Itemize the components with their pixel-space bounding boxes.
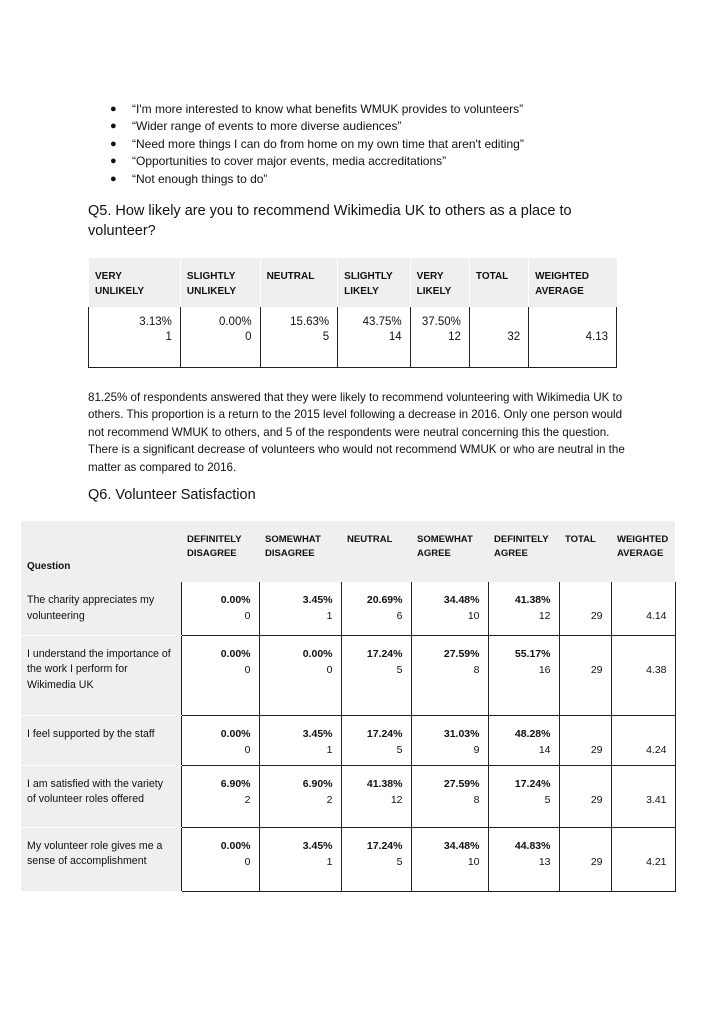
q5-table bbox=[88, 258, 617, 368]
table-cell: 0.00% 0 bbox=[259, 635, 341, 715]
table-cell: 4.21 bbox=[611, 827, 675, 891]
table-cell: 3.45% 1 bbox=[259, 582, 341, 635]
list-item: ● “Wider range of events to more diverse audiences” bbox=[110, 118, 524, 135]
table-row bbox=[21, 765, 675, 827]
table-cell: 37.50% 12 bbox=[410, 307, 469, 368]
table-cell: 20.69% 6 bbox=[341, 582, 411, 635]
list-item: ● “I'm more interested to know what benefits WMUK provides to volunteers” bbox=[110, 101, 524, 118]
table-row bbox=[21, 827, 675, 891]
question-cell: I understand the importance of the work I perform for Wikimedia UK bbox=[21, 635, 181, 715]
table-cell: 0.00% 0 bbox=[181, 582, 259, 635]
table-row bbox=[21, 635, 675, 715]
column-header: TOTAL bbox=[469, 258, 528, 307]
bullet-icon: ● bbox=[110, 137, 117, 150]
comments-list bbox=[110, 101, 524, 188]
table-header-row bbox=[21, 521, 675, 582]
table-cell: 4.13 bbox=[529, 307, 617, 368]
table-cell: 29 bbox=[559, 715, 611, 765]
table-cell: 55.17% 16 bbox=[488, 635, 559, 715]
bullet-icon: ● bbox=[110, 155, 117, 168]
column-header: Question bbox=[21, 521, 181, 582]
table-cell: 29 bbox=[559, 582, 611, 635]
list-item: ● “Not enough things to do” bbox=[110, 171, 524, 188]
table-cell: 27.59% 8 bbox=[411, 765, 488, 827]
table-cell: 27.59% 8 bbox=[411, 635, 488, 715]
table-row bbox=[21, 715, 675, 765]
column-header: VERY LIKELY bbox=[410, 258, 469, 307]
table-cell: 48.28% 14 bbox=[488, 715, 559, 765]
table-cell: 17.24% 5 bbox=[488, 765, 559, 827]
column-header: TOTAL bbox=[559, 521, 611, 582]
question-cell: I am satisfied with the variety of volunteer roles offered bbox=[21, 765, 181, 827]
question-cell: I feel supported by the staff bbox=[21, 715, 181, 765]
q5-heading: Q5. How likely are you to recommend Wikimedia UK to others as a place to volunteer? bbox=[88, 203, 572, 239]
q5-summary-paragraph: 81.25% of respondents answered that they were likely to recommend volunteering with Wikimedia UK to others. This proportion is a return to the 2015 level following a decrease in 2016. Only one person would not recommend WMUK to others, and 5 of the respondents were neutral concerning this the question. There is a significant decrease of volunteers who would not recommend WMUK or who are neutral in the matter as compared to 2016. bbox=[88, 391, 625, 474]
table-cell: 29 bbox=[559, 827, 611, 891]
table-cell: 6.90% 2 bbox=[181, 765, 259, 827]
table-cell: 34.48% 10 bbox=[411, 827, 488, 891]
bullet-icon: ● bbox=[110, 172, 117, 185]
bullet-icon: ● bbox=[110, 103, 117, 115]
table-cell: 0.00% 0 bbox=[181, 827, 259, 891]
q6-table bbox=[21, 521, 676, 892]
column-header: VERY UNLIKELY bbox=[89, 258, 181, 307]
table-cell: 31.03% 9 bbox=[411, 715, 488, 765]
table-cell: 29 bbox=[559, 765, 611, 827]
table-cell: 29 bbox=[559, 635, 611, 715]
table-cell: 0.00% 0 bbox=[181, 635, 259, 715]
table-cell: 4.38 bbox=[611, 635, 675, 715]
table-cell: 34.48% 10 bbox=[411, 582, 488, 635]
table-cell: 41.38% 12 bbox=[341, 765, 411, 827]
list-item: ● “Opportunities to cover major events, media accreditations” bbox=[110, 153, 524, 170]
table-cell: 44.83% 13 bbox=[488, 827, 559, 891]
table-cell: 32 bbox=[469, 307, 528, 368]
column-header: NEUTRAL bbox=[341, 521, 411, 582]
column-header: SOMEWHAT DISAGREE bbox=[259, 521, 341, 582]
table-cell: 43.75% 14 bbox=[338, 307, 411, 368]
column-header: SLIGHTLY LIKELY bbox=[338, 258, 411, 307]
column-header: DEFINITELY DISAGREE bbox=[181, 521, 259, 582]
table-cell: 3.45% 1 bbox=[259, 715, 341, 765]
column-header: DEFINITELY AGREE bbox=[488, 521, 559, 582]
table-row bbox=[21, 582, 675, 635]
question-cell: The charity appreciates my volunteering bbox=[21, 582, 181, 635]
bullet-icon: ● bbox=[110, 120, 117, 133]
table-cell: 4.24 bbox=[611, 715, 675, 765]
table-header-row bbox=[89, 258, 617, 307]
column-header: WEIGHTED AVERAGE bbox=[529, 258, 617, 307]
column-header: SLIGHTLY UNLIKELY bbox=[180, 258, 260, 307]
table-cell: 3.13% 1 bbox=[89, 307, 181, 368]
table-cell: 15.63% 5 bbox=[260, 307, 338, 368]
column-header: NEUTRAL bbox=[260, 258, 338, 307]
table-cell: 0.00% 0 bbox=[180, 307, 260, 368]
list-item: ● “Need more things I can do from home on my own time that aren't editing” bbox=[110, 136, 524, 153]
table-cell: 17.24% 5 bbox=[341, 635, 411, 715]
table-cell: 17.24% 5 bbox=[341, 715, 411, 765]
table-cell: 6.90% 2 bbox=[259, 765, 341, 827]
table-cell: 4.14 bbox=[611, 582, 675, 635]
table-cell: 0.00% 0 bbox=[181, 715, 259, 765]
table-cell: 41.38% 12 bbox=[488, 582, 559, 635]
table-cell: 3.41 bbox=[611, 765, 675, 827]
column-header: SOMEWHAT AGREE bbox=[411, 521, 488, 582]
question-cell: My volunteer role gives me a sense of accomplishment bbox=[21, 827, 181, 891]
q6-heading: Q6. Volunteer Satisfaction bbox=[88, 487, 256, 503]
table-row bbox=[89, 307, 617, 368]
table-cell: 17.24% 5 bbox=[341, 827, 411, 891]
table-cell: 3.45% 1 bbox=[259, 827, 341, 891]
column-header: WEIGHTED AVERAGE bbox=[611, 521, 675, 582]
